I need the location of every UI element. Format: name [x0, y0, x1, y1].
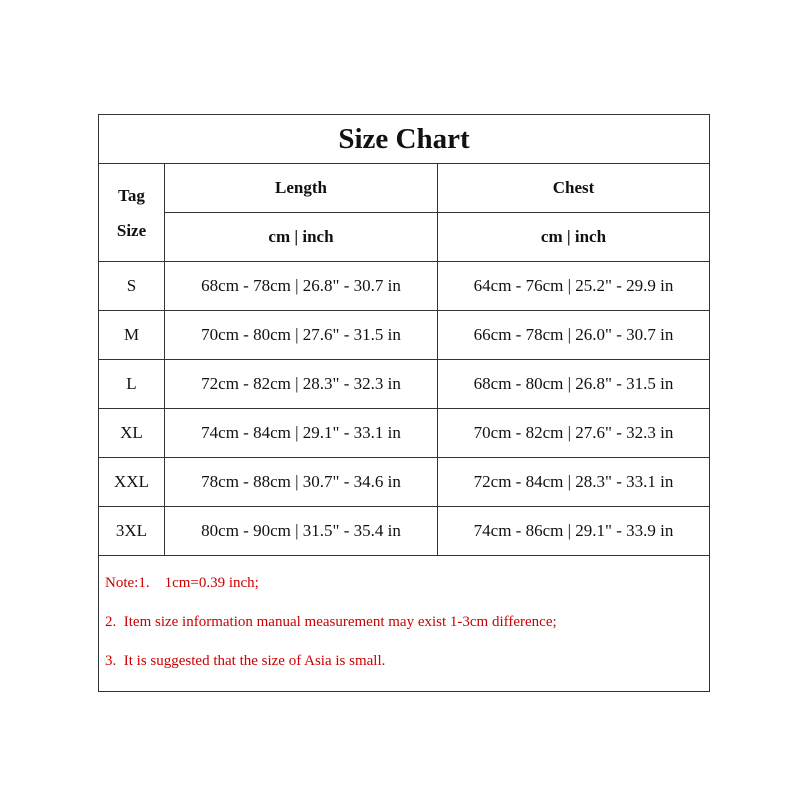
tag-size-header: [99, 164, 164, 261]
chest-unit-header: cm | inch: [540, 227, 607, 246]
length-cell: 74cm - 84cm | 29.1" - 33.1 in: [201, 423, 401, 442]
length-cell: 70cm - 80cm | 27.6" - 31.5 in: [201, 325, 401, 344]
chest-cell: 68cm - 80cm | 26.8" - 31.5 in: [473, 374, 674, 393]
chest-cell: 74cm - 86cm | 29.1" - 33.9 in: [473, 521, 674, 540]
size-cell: S: [126, 276, 137, 295]
size-cell: 3XL: [115, 521, 148, 540]
size-cell: L: [126, 374, 137, 393]
length-header: Length: [275, 178, 327, 197]
tag-header-line1: Tag: [118, 185, 145, 205]
chest-cell: 70cm - 82cm | 27.6" - 32.3 in: [473, 423, 674, 442]
note-2: 2. Item size information manual measurement may exist 1-3cm difference;: [105, 614, 557, 630]
length-cell: 68cm - 78cm | 26.8" - 30.7 in: [201, 276, 401, 295]
size-cell: M: [123, 325, 140, 344]
divider: [99, 555, 709, 556]
note-3: 3. It is suggested that the size of Asia is small.: [105, 653, 386, 669]
size-cell: XL: [120, 423, 143, 442]
chest-header: Chest: [552, 178, 595, 197]
length-cell: 78cm - 88cm | 30.7" - 34.6 in: [201, 472, 401, 491]
chart-title: Size Chart: [338, 122, 470, 155]
length-cell: 72cm - 82cm | 28.3" - 32.3 in: [201, 374, 401, 393]
length-cell: 80cm - 90cm | 31.5" - 35.4 in: [201, 521, 401, 540]
chest-cell: 72cm - 84cm | 28.3" - 33.1 in: [473, 472, 674, 491]
chest-cell: 64cm - 76cm | 25.2" - 29.9 in: [473, 276, 674, 295]
size-cell: XXL: [114, 472, 149, 491]
chest-cell: 66cm - 78cm | 26.0" - 30.7 in: [473, 325, 674, 344]
tag-header-line2: Size: [116, 220, 147, 240]
length-unit-header: cm | inch: [268, 227, 334, 246]
note-1: Note:1. 1cm=0.39 inch;: [105, 575, 259, 591]
size-chart-table: [98, 114, 710, 692]
